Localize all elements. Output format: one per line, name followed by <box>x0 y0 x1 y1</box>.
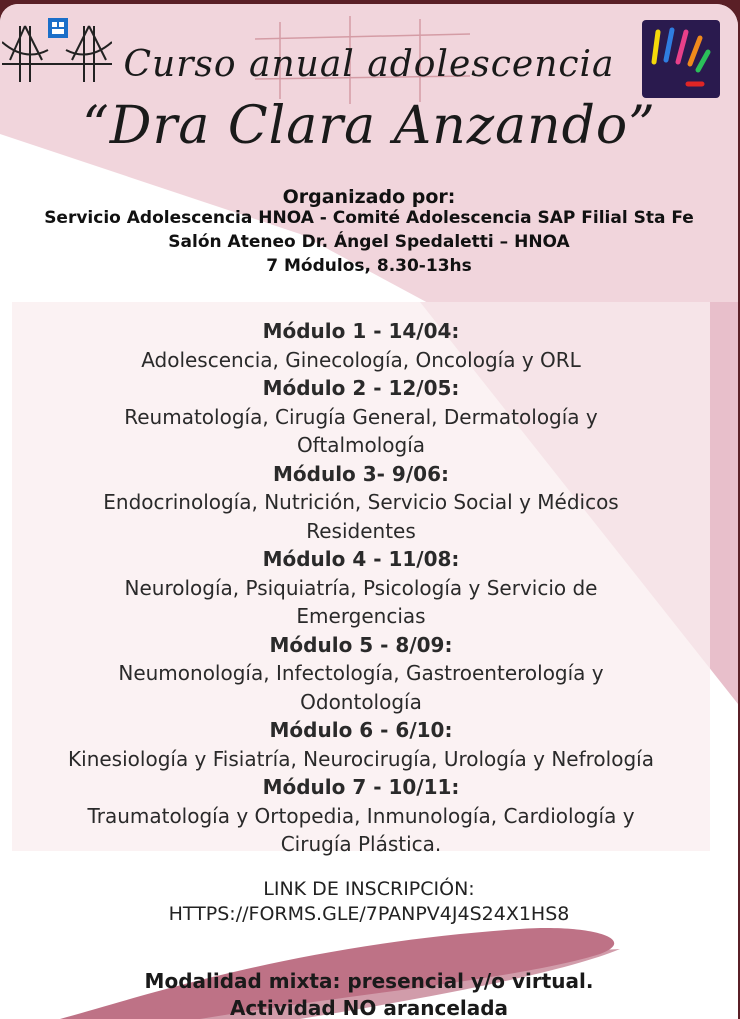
module-topics: Endocrinología, Nutrición, Servicio Social y Médicos <box>103 490 619 514</box>
module-topics: Adolescencia, Ginecología, Oncología y ORL <box>141 347 581 372</box>
modules-list <box>12 317 710 859</box>
module-heading: Módulo 5 - 8/09: <box>269 632 453 657</box>
module-topics: Neurología, Psiquiatría, Psicología y Servicio de <box>124 575 598 600</box>
module-heading: Módulo 4 - 11/08: <box>262 547 460 571</box>
module-item <box>12 374 710 460</box>
module-topics: Emergencias <box>296 604 426 628</box>
module-item <box>12 317 710 374</box>
registration-link[interactable]: HTTPS://FORMS.GLE/7PANPV4J4S24X1HS8 <box>168 903 570 925</box>
module-topics: Neumonología, Infectología, Gastroenterología y <box>118 661 604 685</box>
module-heading: Módulo 7 - 10/11: <box>262 775 460 799</box>
course-title: Curso anual adolescencia <box>123 44 615 85</box>
module-topics: Kinesiología y Fisiatría, Neurocirugía, Urología y Nefrología <box>68 746 654 771</box>
organizer-label: Organizado por: <box>282 186 456 208</box>
schedule-line: 7 Módulos, 8.30-13hs <box>266 256 472 276</box>
module-topics: Residentes <box>306 518 416 543</box>
module-item <box>12 773 710 859</box>
module-topics: Oftalmología <box>296 433 426 457</box>
venue-line: Salón Ateneo Dr. Ángel Spedaletti – HNOA <box>168 232 570 252</box>
module-item <box>12 631 710 717</box>
module-heading: Módulo 6 - 6/10: <box>269 718 453 742</box>
course-honoree: “Dra Clara Anzando” <box>82 96 656 156</box>
module-item <box>12 545 710 631</box>
module-item <box>12 716 710 773</box>
module-heading: Módulo 2 - 12/05: <box>262 376 460 400</box>
modality-note: Modalidad mixta: presencial y/o virtual. <box>144 969 594 993</box>
module-item <box>12 460 710 546</box>
organizer-line: Servicio Adolescencia HNOA - Comité Adolescencia SAP Filial Sta Fe <box>44 208 694 228</box>
module-topics: Cirugía Plástica. <box>280 832 442 856</box>
module-topics: Reumatología, Cirugía General, Dermatología y <box>124 404 598 429</box>
module-heading: Módulo 1 - 14/04: <box>262 319 460 343</box>
flyer <box>0 4 738 1019</box>
module-heading: Módulo 3- 9/06: <box>273 461 449 486</box>
registration-label: LINK DE INSCRIPCIÓN: <box>263 878 475 900</box>
module-topics: Traumatología y Ortopedia, Inmunología, Cardiología y <box>87 803 635 828</box>
fee-note: Actividad NO arancelada <box>229 996 509 1019</box>
module-topics: Odontología <box>300 689 422 714</box>
